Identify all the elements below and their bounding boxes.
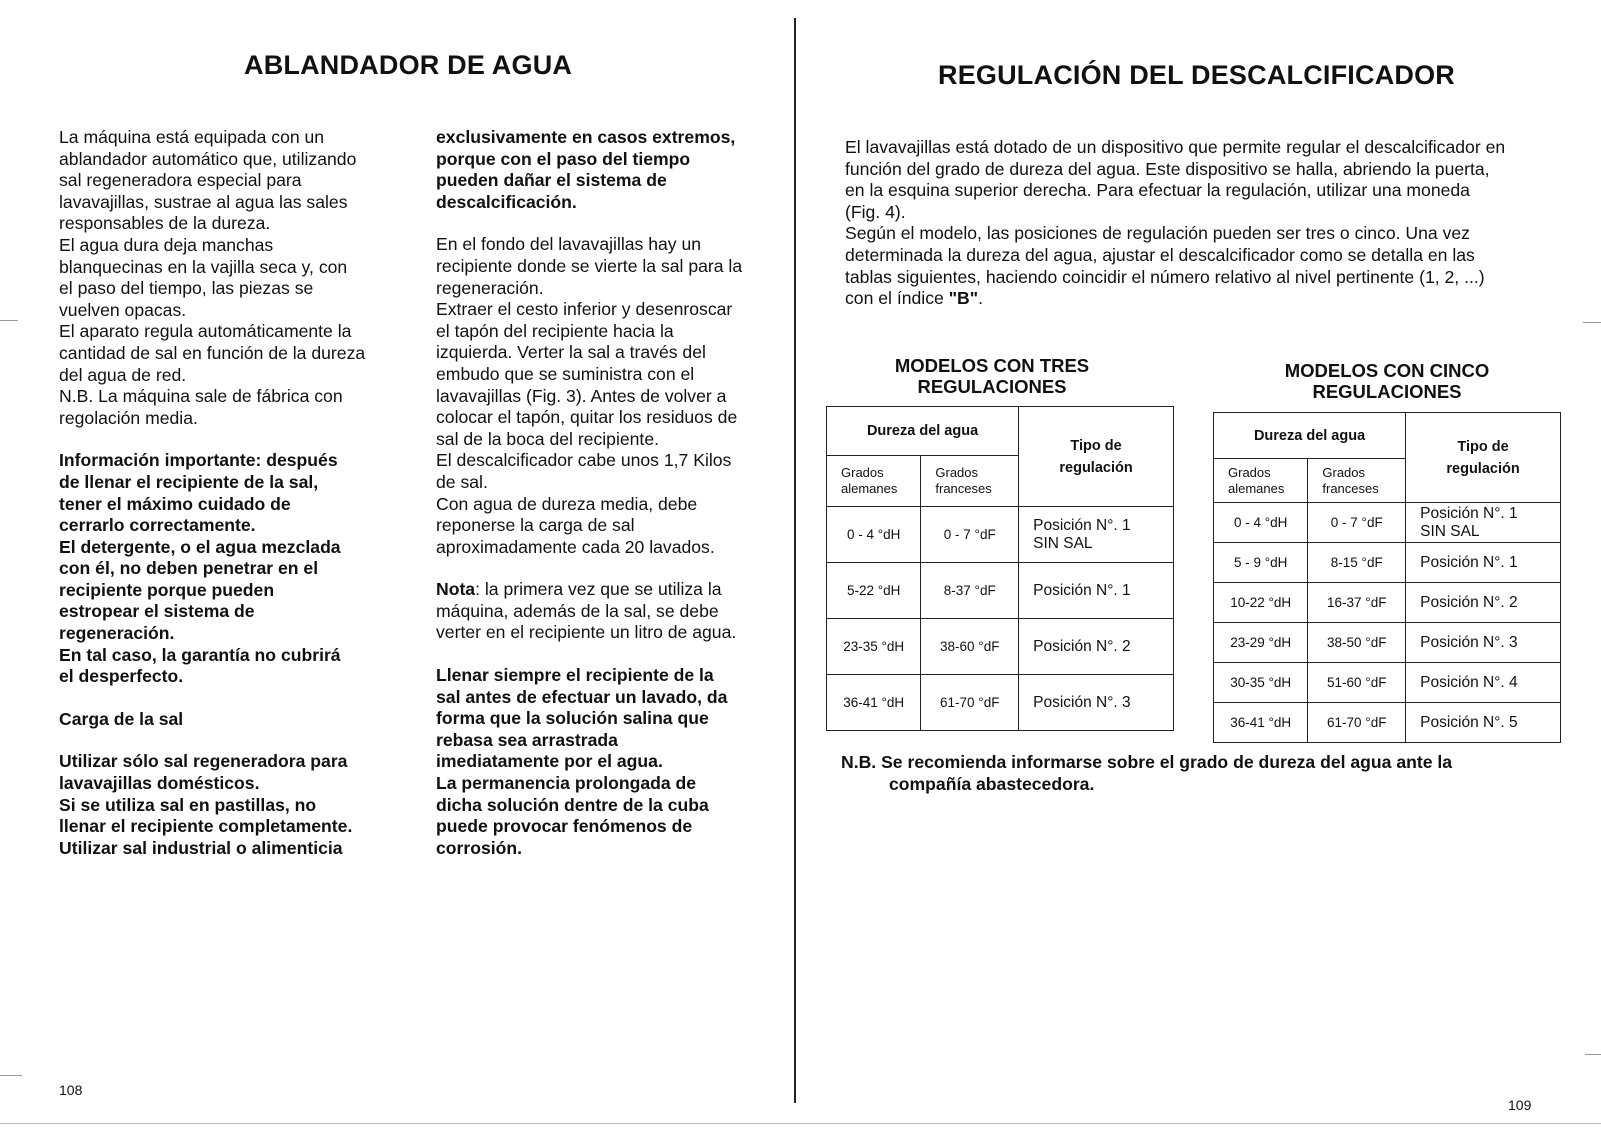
cell-grados-franceses: [1308, 543, 1406, 583]
text-line: La permanencia prolongada de: [436, 773, 697, 794]
text-line: función del grado de dureza del agua. Este dispositivo se halla, abriendo la puerta,: [845, 158, 1490, 179]
header-df-line1: Grados: [1322, 464, 1366, 480]
cell-grados-alemanes-text: 10-22 °dH: [1230, 595, 1292, 610]
table-three-title-line2: REGULACIONES: [917, 376, 1067, 397]
cell-extra-text: SIN SAL: [1420, 522, 1480, 540]
text-line: de llenar el recipiente de la sal,: [59, 471, 319, 492]
header-tipo-line1: Tipo de: [1070, 437, 1122, 454]
index-b-label: "B": [948, 288, 979, 309]
table-three-title: [827, 355, 1157, 397]
left-column-1: [59, 127, 389, 859]
nota-label: Nota: [436, 579, 476, 600]
right-page-title: REGULACIÓN DEL DESCALCIFICADOR: [938, 60, 1456, 90]
text-line: determinada la dureza del agua, ajustar el descalcificador como se detalla en las: [845, 244, 1475, 265]
text-line: blanquecinas en la vajilla seca y, con: [59, 256, 348, 277]
cell-tipo-regulacion: [1019, 507, 1174, 563]
cell-tipo-regulacion: [1406, 663, 1561, 703]
text-line: de sal.: [436, 471, 488, 492]
text-line: corrosión.: [436, 837, 523, 858]
cell-grados-alemanes: [1214, 543, 1308, 583]
page-gutter: [794, 18, 796, 1103]
text-line: del agua de red.: [59, 364, 187, 385]
header-grados-alemanes: [1214, 459, 1308, 503]
text-line: lavavajillas, sustrae al agua las sales: [59, 191, 348, 212]
cell-tipo-regulacion-text: Posición N°. 1: [1420, 553, 1518, 571]
header-dureza: Dureza del agua: [827, 407, 1019, 456]
cell-tipo-regulacion: [1019, 619, 1174, 675]
cell-tipo-regulacion-text: Posición N°. 5: [1420, 713, 1518, 731]
table-row: [1214, 543, 1561, 583]
header-tipo-line2: regulación: [1059, 459, 1133, 476]
cell-grados-alemanes: [1214, 663, 1308, 703]
header-dureza: Dureza del agua: [1214, 413, 1406, 459]
table-five-title-line1: MODELOS CON CINCO: [1284, 360, 1490, 381]
header-dh-line2: alemanes: [841, 481, 898, 496]
text-line: recipiente porque pueden: [59, 579, 275, 600]
cell-grados-alemanes-text: 23-29 °dH: [1230, 635, 1292, 650]
header-grados-franceses: [1308, 459, 1406, 503]
cell-tipo-regulacion: [1406, 543, 1561, 583]
cell-grados-franceses-text: 8-15 °dF: [1330, 555, 1383, 570]
left-page-title: ABLANDADOR DE AGUA: [244, 50, 573, 80]
right-intro: [845, 137, 1565, 310]
cell-grados-alemanes: [827, 675, 921, 731]
table-row: [1214, 663, 1561, 703]
text-line: En tal caso, la garantía no cubrirá: [59, 644, 341, 665]
intro-paragraph: [59, 127, 389, 429]
text-line: izquierda. Verter la sal a través del: [436, 342, 706, 363]
important-info-paragraph: [59, 450, 389, 688]
cell-grados-franceses: [921, 507, 1019, 563]
text-line: aproximadamente cada 20 lavados.: [436, 536, 715, 557]
cell-grados-alemanes: [827, 619, 921, 675]
cell-tipo-regulacion-text: Posición N°. 1: [1033, 516, 1131, 534]
nota-line-1: : la primera vez que se utiliza la: [475, 579, 722, 600]
header-grados-franceses: [921, 456, 1019, 507]
left-page-number: 108: [59, 1082, 83, 1098]
intro-last-suffix: .: [978, 288, 983, 309]
cell-tipo-regulacion-text: Posición N°. 3: [1420, 633, 1518, 651]
nota-line-3: verter en el recipiente un litro de agua.: [436, 622, 737, 643]
text-line: tablas siguientes, haciendo coincidir el número relativo al nivel pertinente (1, 2, ...): [845, 266, 1485, 287]
cell-extra-text: SIN SAL: [1033, 534, 1093, 552]
page-bottom-edge: [0, 1123, 1601, 1124]
text-line: El aparato regula automáticamente la: [59, 321, 352, 342]
text-line: imediatamente por el agua.: [436, 751, 663, 772]
table-five-title-line2: REGULACIONES: [1312, 381, 1462, 402]
text-line: porque con el paso del tiempo: [436, 148, 691, 169]
cell-grados-franceses: [921, 675, 1019, 731]
cell-grados-franceses: [1308, 703, 1406, 743]
text-line: en la esquina superior derecha. Para efectuar la regulación, utilizar una moneda: [845, 180, 1470, 201]
cell-grados-alemanes: [827, 507, 921, 563]
text-line: regolación media.: [59, 407, 198, 428]
cell-grados-franceses: [1308, 623, 1406, 663]
header-tipo-line2: regulación: [1446, 460, 1520, 477]
text-line: cerrarlo correctamente.: [59, 515, 256, 536]
table-row: [827, 507, 1174, 563]
text-line: En el fondo del lavavajillas hay un: [436, 234, 702, 255]
cell-grados-alemanes-text: 23-35 °dH: [843, 639, 905, 654]
cell-tipo-regulacion: [1406, 623, 1561, 663]
text-line: embudo que se suministra con el: [436, 363, 695, 384]
text-line: el desperfecto.: [59, 666, 184, 687]
cell-grados-franceses-text: 61-70 °dF: [940, 695, 1000, 710]
text-line: regeneración.: [59, 623, 175, 644]
header-dh-line1: Grados: [1228, 464, 1271, 480]
text-line: Según el modelo, las posiciones de regulación pueden ser tres o cinco. Una vez: [845, 223, 1470, 244]
text-line: Información importante: después: [59, 450, 338, 471]
text-line: La máquina está equipada con un: [59, 127, 325, 147]
table-five-regulations: [1213, 412, 1561, 743]
edge-mark: [0, 1075, 22, 1076]
text-line: recipiente donde se vierte la sal para la: [436, 255, 743, 276]
section-heading-carga: Carga de la sal: [59, 708, 184, 729]
cell-grados-franceses: [1308, 663, 1406, 703]
text-line: estropear el sistema de: [59, 601, 255, 622]
cell-grados-alemanes-text: 30-35 °dH: [1230, 675, 1292, 690]
text-line: puede provocar fenómenos de: [436, 816, 693, 837]
header-tipo: [1019, 407, 1174, 507]
text-line: vuelven opacas.: [59, 299, 187, 320]
cell-grados-franceses-text: 8-37 °dF: [943, 583, 996, 598]
cell-grados-franceses-text: 38-60 °dF: [940, 639, 1000, 654]
text-line: con él, no deben penetrar en el: [59, 558, 319, 579]
cell-grados-franceses-text: 0 - 7 °dF: [943, 527, 996, 542]
text-line: El lavavajillas está dotado de un dispositivo que permite regular el descalcificador en: [845, 137, 1506, 157]
text-line: ablandador automático que, utilizando: [59, 148, 357, 169]
nota-line-2: máquina, además de la sal, se debe: [436, 600, 719, 621]
text-line: Si se utiliza sal en pastillas, no: [59, 794, 317, 815]
cell-grados-alemanes-text: 36-41 °dH: [843, 695, 905, 710]
table-five-body: [1214, 503, 1561, 743]
text-line: El descalcificador cabe unos 1,7 Kilos: [436, 450, 732, 471]
edge-mark: [1585, 1054, 1601, 1055]
table-three-title-line1: MODELOS CON TRES: [894, 355, 1090, 376]
cell-grados-franceses: [921, 563, 1019, 619]
text-line: dicha solución dentre de la cuba: [436, 794, 709, 815]
cell-tipo-regulacion-text: Posición N°. 2: [1033, 637, 1131, 655]
text-line: rebasa sea arrastrada: [436, 729, 618, 750]
cell-grados-alemanes-text: 36-41 °dH: [1230, 715, 1292, 730]
text-line: lavavajillas domésticos.: [59, 773, 260, 794]
text-line: llenar el recipiente completamente.: [59, 816, 353, 837]
cell-grados-alemanes: [1214, 623, 1308, 663]
header-tipo: [1406, 413, 1561, 503]
text-line: pueden dañar el sistema de: [436, 170, 667, 191]
cell-tipo-regulacion-text: Posición N°. 1: [1033, 581, 1131, 599]
cell-tipo-regulacion: [1019, 563, 1174, 619]
cell-grados-alemanes: [1214, 703, 1308, 743]
intro-paragraph-right: [845, 137, 1565, 288]
header-grados-alemanes: [827, 456, 921, 507]
text-line: reponerse la carga de sal: [436, 515, 635, 536]
header-dh-line1: Grados: [841, 465, 884, 480]
cell-tipo-regulacion-text: Posición N°. 1: [1420, 504, 1518, 522]
table-three-regulations: [826, 406, 1174, 731]
text-line: (Fig. 4).: [845, 201, 906, 222]
nb-note-line1: N.B. Se recomienda informarse sobre el grado de dureza del agua ante la: [841, 752, 1453, 772]
text-line: Extraer el cesto inferior y desenroscar: [436, 299, 733, 320]
table-row: [1214, 623, 1561, 663]
nota-paragraph: [436, 579, 776, 644]
cell-grados-franceses-text: 0 - 7 °dF: [1330, 515, 1383, 530]
cell-tipo-regulacion-text: Posición N°. 4: [1420, 673, 1518, 691]
text-line: Con agua de dureza media, debe: [436, 493, 698, 514]
table-three-body: [827, 507, 1174, 731]
cell-tipo-regulacion-text: Posición N°. 3: [1033, 693, 1131, 711]
cell-tipo-regulacion: [1406, 503, 1561, 543]
table-five-title: [1222, 360, 1552, 402]
left-column-2: [436, 127, 776, 859]
cell-grados-franceses: [921, 619, 1019, 675]
cell-grados-franceses: [1308, 583, 1406, 623]
right-page-number: 109: [1508, 1097, 1532, 1113]
table-row: [1214, 503, 1561, 543]
text-line: lavavajillas (Fig. 3). Antes de volver a: [436, 385, 727, 406]
text-line: cantidad de sal en función de la dureza: [59, 342, 366, 363]
cell-grados-alemanes-text: 5-22 °dH: [846, 583, 901, 598]
text-line: el paso del tiempo, las piezas se: [59, 278, 314, 299]
text-line: N.B. La máquina sale de fábrica con: [59, 386, 343, 407]
cell-grados-alemanes-text: 0 - 4 °dH: [846, 527, 901, 542]
cell-grados-franceses-text: 61-70 °dF: [1327, 715, 1387, 730]
cell-tipo-regulacion-text: Posición N°. 2: [1420, 593, 1518, 611]
cell-grados-franceses-text: 16-37 °dF: [1327, 595, 1387, 610]
text-line: el tapón del recipiente hacia la: [436, 320, 674, 341]
salt-usage-paragraph: [59, 751, 389, 859]
extreme-cases-paragraph: [436, 127, 776, 213]
text-line: colocar el tapón, quitar los residuos de: [436, 407, 738, 428]
text-line: El agua dura deja manchas: [59, 234, 274, 255]
edge-mark: [1583, 322, 1601, 323]
header-df-line2: franceses: [1322, 480, 1379, 496]
cell-grados-alemanes: [1214, 503, 1308, 543]
cell-grados-franceses-text: 51-60 °dF: [1327, 675, 1387, 690]
fill-before-wash-paragraph: [436, 665, 776, 859]
table-row: [827, 619, 1174, 675]
cell-tipo-regulacion: [1406, 703, 1561, 743]
table-row: [1214, 703, 1561, 743]
nb-note: [841, 752, 1452, 795]
edge-mark: [0, 320, 18, 321]
cell-grados-franceses-text: 38-50 °dF: [1327, 635, 1387, 650]
text-line: forma que la solución salina que: [436, 708, 709, 729]
text-line: regeneración.: [436, 277, 544, 298]
text-line: sal de la boca del recipiente.: [436, 428, 659, 449]
salt-container-paragraph: [436, 234, 776, 558]
header-dh-line2: alemanes: [1228, 480, 1285, 496]
text-line: tener el máximo cuidado de: [59, 493, 291, 514]
intro-last-prefix: con el índice: [845, 288, 949, 309]
text-line: exclusivamente en casos extremos,: [436, 127, 736, 147]
text-line: Utilizar sal industrial o alimenticia: [59, 837, 343, 858]
cell-grados-alemanes-text: 0 - 4 °dH: [1233, 515, 1288, 530]
text-line: responsables de la dureza.: [59, 213, 271, 234]
text-line: Llenar siempre el recipiente de la: [436, 665, 714, 686]
header-df-line2: franceses: [935, 481, 992, 496]
text-line: Utilizar sólo sal regeneradora para: [59, 751, 348, 772]
cell-grados-alemanes: [827, 563, 921, 619]
text-line: sal antes de efectuar un lavado, da: [436, 686, 728, 707]
text-line: El detergente, o el agua mezclada: [59, 536, 341, 557]
cell-grados-alemanes-text: 5 - 9 °dH: [1233, 555, 1288, 570]
table-row: [827, 675, 1174, 731]
text-line: sal regeneradora especial para: [59, 170, 302, 191]
cell-tipo-regulacion: [1019, 675, 1174, 731]
text-line: descalcificación.: [436, 191, 577, 212]
cell-grados-alemanes: [1214, 583, 1308, 623]
nb-note-line2: compañía abastecedora.: [889, 773, 1095, 794]
header-tipo-line1: Tipo de: [1457, 438, 1509, 455]
table-row: [827, 563, 1174, 619]
header-df-line1: Grados: [935, 465, 979, 480]
cell-grados-franceses: [1308, 503, 1406, 543]
table-row: [1214, 583, 1561, 623]
cell-tipo-regulacion: [1406, 583, 1561, 623]
